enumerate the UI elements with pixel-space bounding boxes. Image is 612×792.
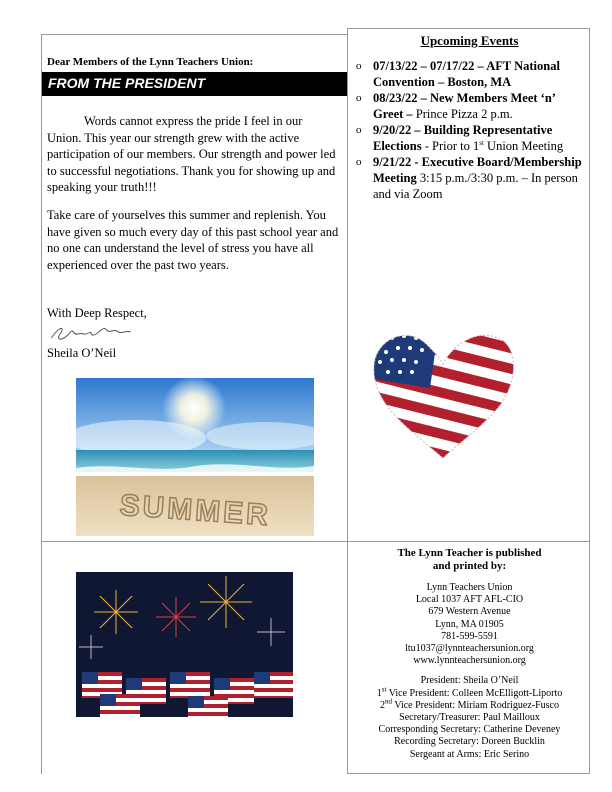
president-paragraph-2: Take care of yourselves this summer and replenish. You have given so much every day of this past school year and no one can understand the level of stress you have all experienced over the past two years.: [47, 208, 339, 272]
email-line: ltu1037@lynnteachersunion.org: [405, 643, 534, 655]
closing: With Deep Respect,: [47, 306, 147, 320]
events-title: Upcoming Events: [420, 33, 519, 48]
summer-sand-text: SUMMER: [118, 488, 272, 533]
circle-bullet-icon: o: [356, 124, 362, 136]
fireworks-flags-image: [76, 572, 293, 717]
officer-line: Corresponding Secretary: Catherine Deveney: [378, 724, 561, 736]
officer-line: Recording Secretary: Doreen Bucklin: [394, 736, 545, 748]
event-item: o 08/23/22 – New Members Meet ‘n’ Greet – Prince Pizza 2 p.m.: [356, 91, 556, 121]
event-item: o 07/13/22 – 07/17/22 – AFT National Convention – Boston, MA: [356, 59, 560, 89]
signature: [48, 322, 142, 347]
circle-bullet-icon: o: [356, 60, 362, 72]
event-item: o 9/21/22 - Executive Board/Membership Meeting 3:15 p.m./3:30 p.m. – In person and via Zoom: [356, 155, 582, 201]
address-line: Lynn, MA 01905: [435, 618, 504, 630]
publisher-info: [350, 582, 589, 761]
circle-bullet-icon: o: [356, 92, 362, 104]
heart-flag-image: [368, 318, 518, 466]
phone-line: 781-599-5591: [441, 630, 498, 642]
officer-line: Secretary/Treasurer: Paul Mailloux: [399, 712, 540, 724]
greeting: Dear Members of the Lynn Teachers Union:: [47, 56, 254, 68]
events-list: [356, 58, 588, 202]
president-paragraph-1: Words cannot express the pride I feel in our Union. This year our strength grew with the active participation of our members. Our strength and power led to successful negotiations. Thank you for showing up and speaking your truth!!!: [47, 114, 336, 194]
officer-line: President: Sheila O’Neil: [420, 675, 519, 687]
president-name: Sheila O’Neil: [47, 346, 117, 360]
section-banner: FROM THE PRESIDENT: [42, 72, 347, 96]
officer-line: Sergeant at Arms: Eric Serino: [409, 748, 530, 760]
address-line: Local 1037 AFT AFL-CIO: [415, 594, 524, 606]
event-item: o 9/20/22 – Building Representative Elections - Prior to 1st Union Meeting: [356, 123, 564, 153]
website-line: www.lynnteachersunion.org: [413, 655, 526, 667]
publisher-title: The Lynn Teacher is published and printed by:: [397, 547, 542, 572]
address-line: Lynn Teachers Union: [426, 582, 513, 593]
summer-beach-image: [76, 378, 314, 536]
address-line: 679 Western Avenue: [428, 606, 511, 618]
circle-bullet-icon: o: [356, 156, 362, 168]
officer-line: 2nd Vice President: Miriam Rodriguez-Fusco: [380, 697, 559, 711]
officer-line: 1st Vice President: Colleen McElligott-Liporto: [376, 685, 563, 699]
